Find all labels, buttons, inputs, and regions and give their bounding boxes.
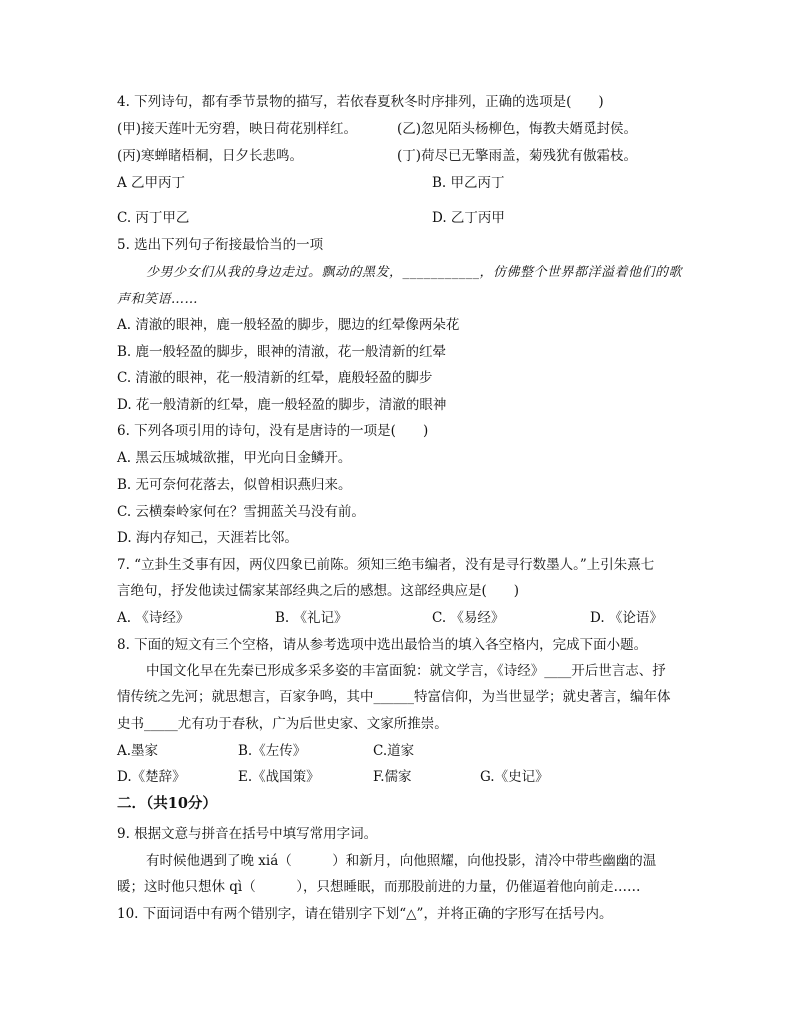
q7-option-d: D. 《论语》 <box>590 610 663 626</box>
q9-stem: 9. 根据文意与拼音在括号中填写常用字词。 <box>117 826 378 842</box>
q8-option-e: E.《战国策》 <box>238 769 320 785</box>
q8-option-b: B.《左传》 <box>238 743 307 759</box>
q7-option-c: C. 《易经》 <box>432 610 505 626</box>
section-heading: 二．（共10分） <box>117 795 217 812</box>
q4-item-ding: (丁)荷尽已无擎雨盖，菊残犹有傲霜枝。 <box>397 148 638 164</box>
q7-option-a: A. 《诗经》 <box>117 610 190 626</box>
q6-option-d: D. 海内存知己，天涯若比邻。 <box>117 530 298 546</box>
q4-item-bing: (丙)寒蝉睹梧桐，日夕长悲鸣。 <box>117 148 304 164</box>
q5-option-a: A. 清澈的眼神，鹿一般轻盈的脚步，腮边的红晕像两朵花 <box>117 317 460 333</box>
q6-option-b: B. 无可奈何花落去，似曾相识燕归来。 <box>117 477 352 493</box>
q8-option-d: D.《楚辞》 <box>117 769 186 785</box>
q5-option-b: B. 鹿一般轻盈的脚步，眼神的清澈，花一般清新的红晕 <box>117 344 447 360</box>
q6-option-a: A. 黑云压城城欲摧，甲光向日金鳞开。 <box>117 450 352 466</box>
q4-item-jia: (甲)接天莲叶无穷碧，映日荷花别样红。 <box>117 121 358 137</box>
q5-passage-line2: 声和笑语…… <box>117 292 199 307</box>
q9-passage-line1: 有时候他遇到了晚 xiá（ ）和新月，向他照耀，向他投影，清冷中带些幽幽的温 <box>146 853 657 869</box>
q7-stem-line2: 言绝句，抒发他读过儒家某部经典之后的感想。这部经典应是( ) <box>117 583 520 599</box>
q5-option-d: D. 花一般清新的红晕，鹿一般轻盈的脚步，清澈的眼神 <box>117 397 447 413</box>
q7-stem-line1: 7. “立卦生爻事有因，两仪四象已前陈。须知三绝韦编者，没有是寻行数墨人。”上引朱熹七 <box>117 557 655 573</box>
q9-passage-line2: 暖；这时他只想休 qì（ ），只想睡眠，而那股前进的力量，仍催逼着他向前走…… <box>117 879 641 895</box>
q5-stem: 5. 选出下列句子衔接最恰当的一项 <box>117 237 324 253</box>
q8-passage-line1: 中国文化早在先秦已形成多采多姿的丰富面貌：就文学言，《诗经》____开后世言志、抒 <box>146 663 666 679</box>
q8-stem: 8. 下面的短文有三个空格，请从参考选项中选出最恰当的填入各空格内，完成下面小题。 <box>117 637 648 653</box>
q4-option-d: D. 乙丁丙甲 <box>432 210 505 226</box>
q4-option-b: B. 甲乙丙丁 <box>432 175 505 191</box>
q8-passage-line2: 情传统之先河；就思想言，百家争鸣，其中______特富信仰，为当世显学；就史著言，编年体 <box>117 689 671 705</box>
q4-item-yi: (乙)忽见陌头杨柳色，悔教夫婿觅封侯。 <box>397 121 638 137</box>
q7-option-b: B. 《礼记》 <box>275 610 348 626</box>
q8-option-f: F.儒家 <box>373 769 412 785</box>
q8-option-c: C.道家 <box>373 743 415 759</box>
q5-option-c: C. 清澈的眼神，花一般清新的红晕，鹿般轻盈的脚步 <box>117 370 433 386</box>
q8-passage-line3: 史书_____尤有功于春秋，广为后世史家、文家所推崇。 <box>117 716 448 732</box>
q10-stem: 10. 下面词语中有两个错别字，请在错别字下划“△”，并将正确的字形写在括号内。 <box>117 906 613 922</box>
q4-option-c: C. 丙丁甲乙 <box>117 210 190 226</box>
q6-stem: 6. 下列各项引用的诗句，没有是唐诗的一项是( ) <box>117 423 429 439</box>
q4-stem: 4. 下列诗句，都有季节景物的描写，若依春夏秋冬时序排列，正确的选项是( ) <box>117 94 604 110</box>
q5-passage-line1: 少男少女们从我的身边走过。飘动的黑发，___________，仿佛整个世界都洋溢着他们的歌 <box>146 265 683 280</box>
q6-option-c: C. 云横秦岭家何在？雪拥蓝关马没有前。 <box>117 504 365 520</box>
q8-option-g: G.《史记》 <box>480 769 549 785</box>
q8-option-a: A.墨家 <box>117 743 159 759</box>
q4-option-a: A 乙甲丙丁 <box>117 175 186 191</box>
